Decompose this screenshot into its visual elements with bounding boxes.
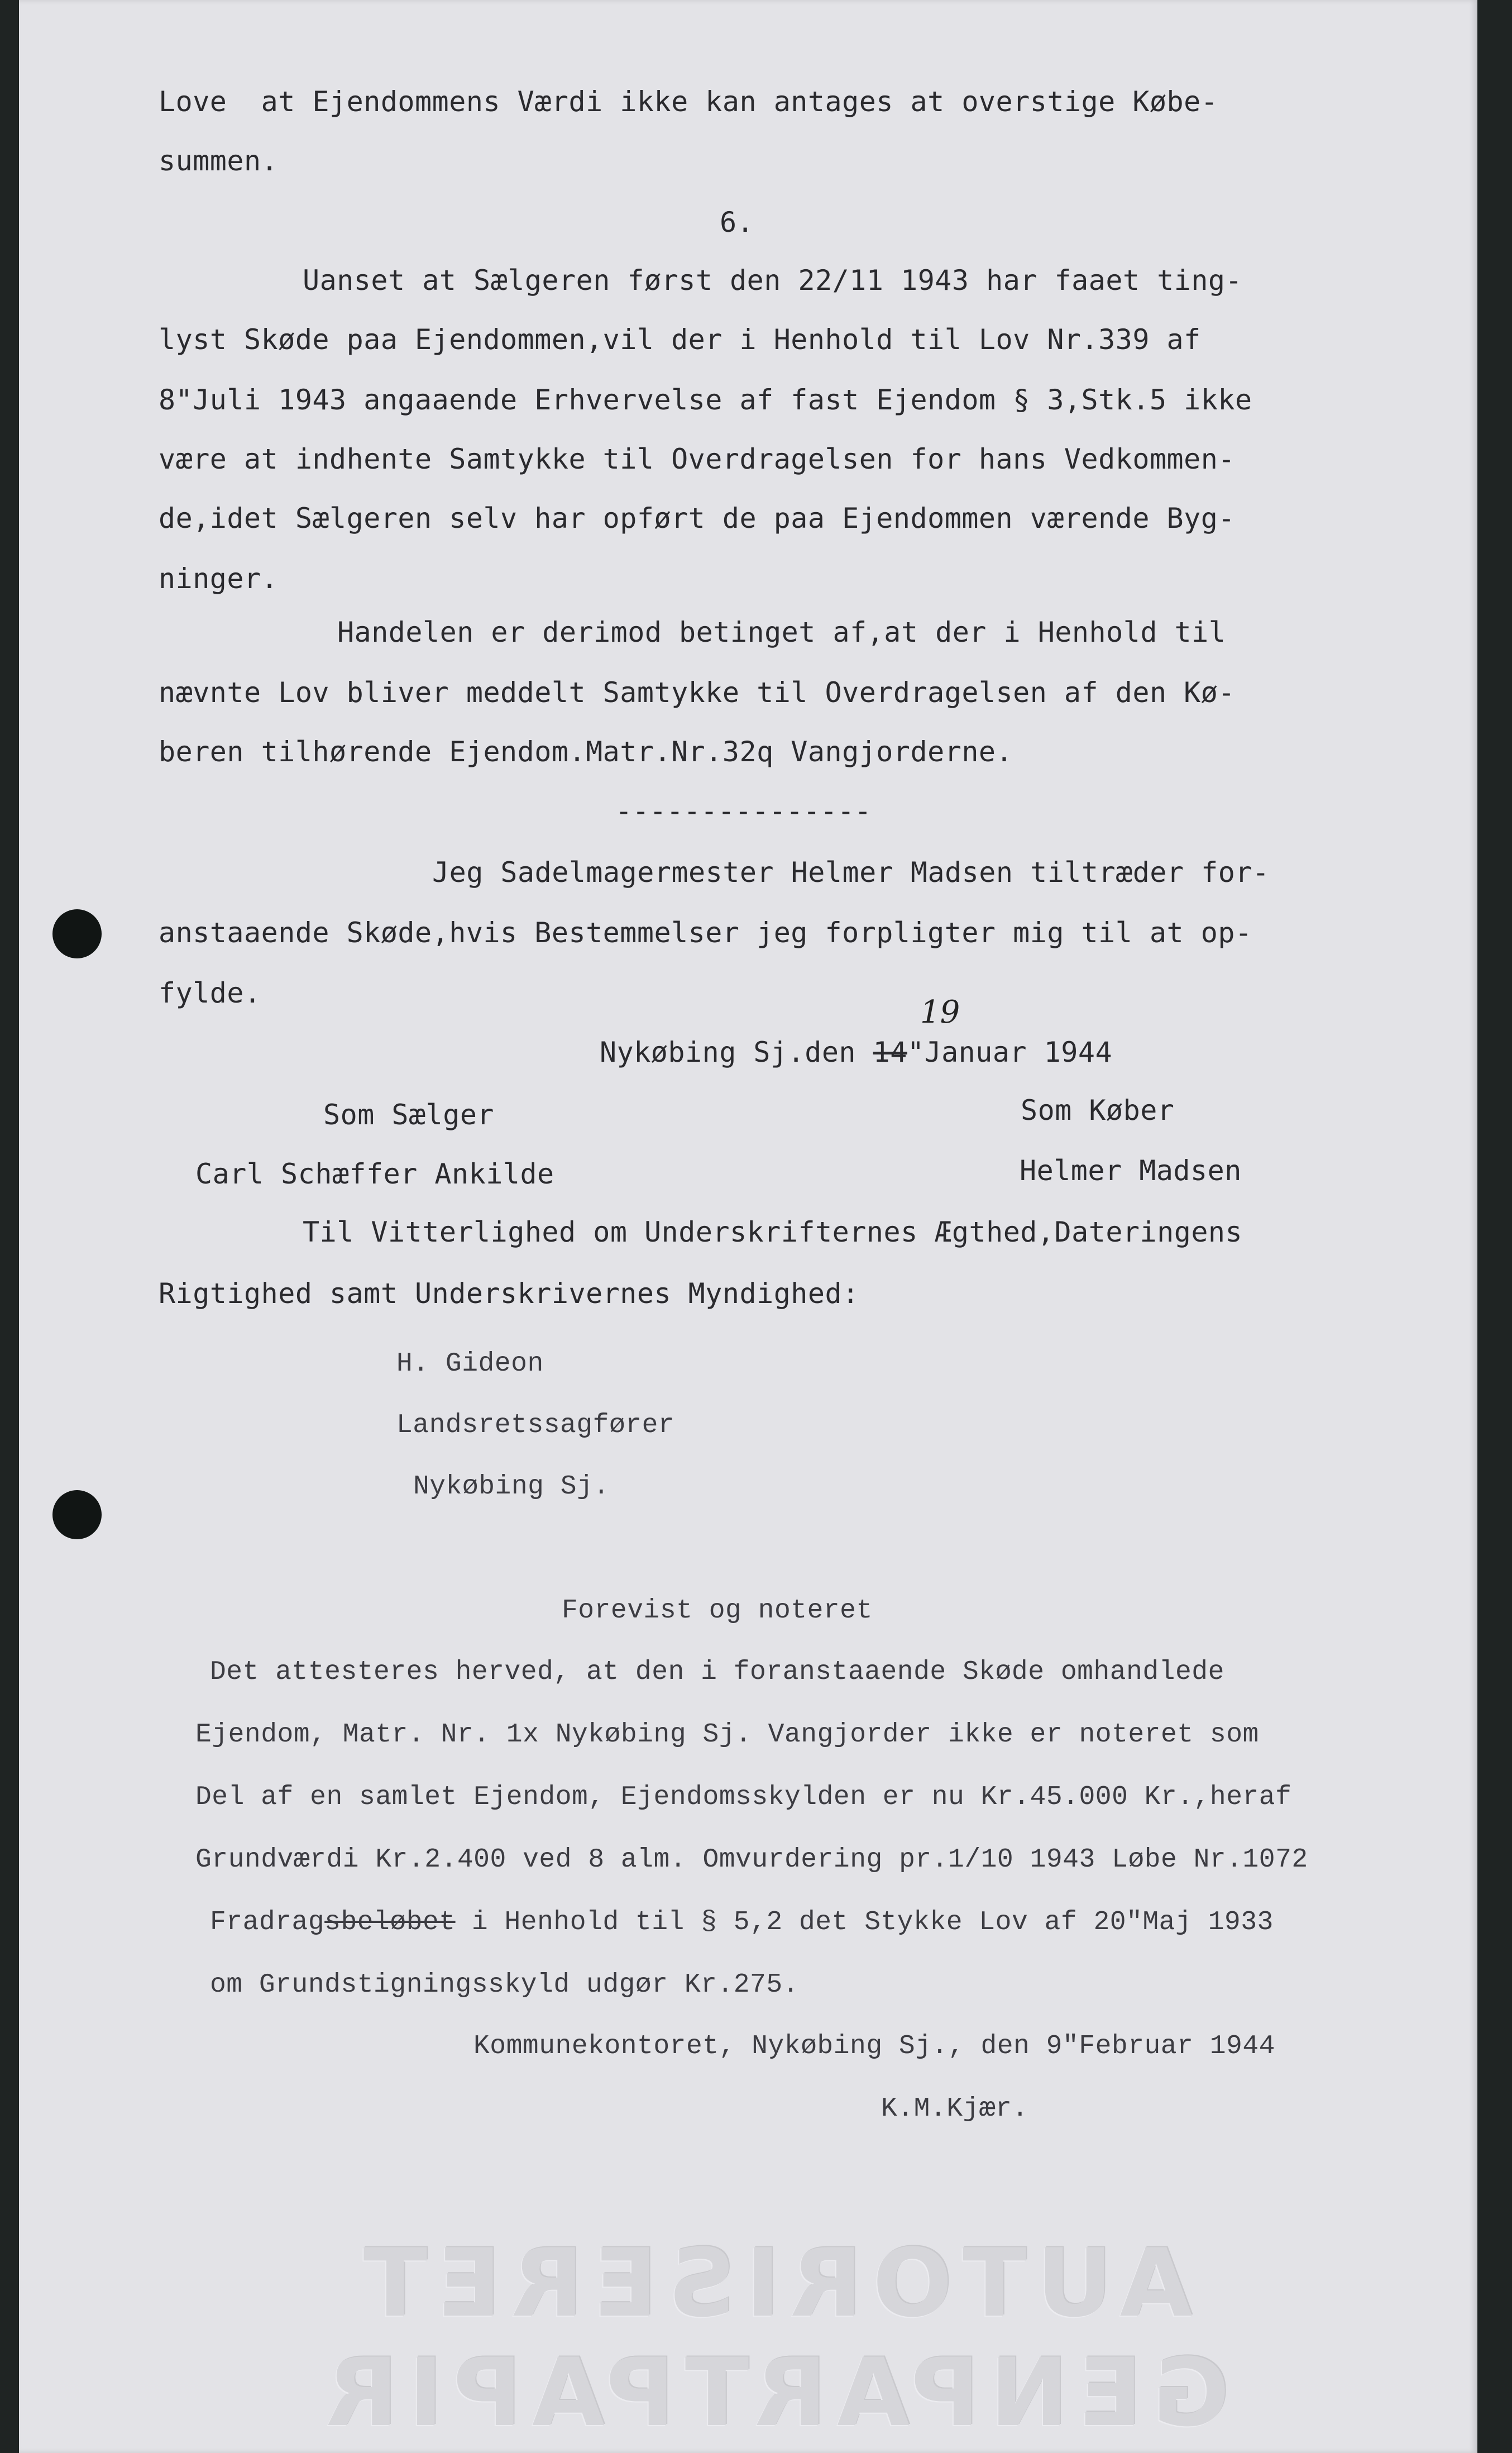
witness-name: H. Gideon	[396, 1349, 544, 1379]
buyer-name: Helmer Madsen	[1020, 1154, 1242, 1187]
text-line: Handelen er derimod betinget af,at der i Henhold til	[337, 616, 1226, 648]
watermark: AUTORISERET GENPARTPAPIR	[315, 2228, 1230, 2447]
notice-heading: Forevist og noteret	[562, 1596, 873, 1626]
text-line	[210, 1906, 1274, 1939]
text-line: Love at Ejendommens Værdi ikke kan antages at overstige Købe-	[159, 85, 1218, 118]
witness-place: Nykøbing Sj.	[413, 1472, 610, 1502]
fradrag-pre: Fradrag	[210, 1907, 325, 1937]
punch-hole-lower	[52, 1490, 102, 1539]
text-line: lyst Skøde paa Ejendommen,vil der i Henhold til Lov Nr.339 af	[159, 323, 1201, 356]
text-line: summen.	[159, 145, 279, 177]
text-line: anstaaende Skøde,hvis Bestemmelser jeg forpligter mig til at op-	[159, 917, 1252, 949]
witness-title: Landsretssagfører	[396, 1410, 675, 1440]
section-number: 6.	[720, 206, 754, 238]
notice-signer: K.M.Kjær.	[881, 2094, 1028, 2124]
fradrag-post: i Henhold til § 5,2 det Stykke Lov af 20"Maj 1933	[455, 1907, 1274, 1937]
text-line: de,idet Sælgeren selv har opført de paa Ejendommen værende Byg-	[159, 502, 1235, 534]
text-line: beren tilhørende Ejendom.Matr.Nr.32q Vangjorderne.	[159, 736, 1013, 768]
dateline	[600, 1035, 1112, 1069]
text-line: nævnte Lov bliver meddelt Samtykke til Overdragelsen af den Kø-	[159, 676, 1235, 709]
buyer-role: Som Køber	[1021, 1094, 1175, 1127]
text-line: Grundværdi Kr.2.400 ved 8 alm. Omvurdering pr.1/10 1943 Løbe Nr.1072	[195, 1845, 1308, 1875]
text-line: være at indhente Samtykke til Overdragelsen for hans Vedkommen-	[159, 443, 1235, 475]
dateline-suffix: "Januar 1944	[907, 1036, 1113, 1068]
text-line: Ejendom, Matr. Nr. 1x Nykøbing Sj. Vangjorder ikke er noteret som	[195, 1720, 1259, 1750]
text-line: 8"Juli 1943 angaaende Erhvervelse af fast Ejendom § 3,Stk.5 ikke	[159, 384, 1252, 416]
dateline-prefix: Nykøbing Sj.den	[600, 1036, 857, 1068]
seller-role: Som Sælger	[323, 1099, 495, 1131]
dateline-struck-day: 14	[873, 1036, 907, 1068]
text-line: ninger.	[159, 562, 279, 595]
handwritten-day: 19	[920, 994, 960, 1030]
notice-signoff: Kommunekontoret, Nykøbing Sj., den 9"Februar 1944	[473, 2031, 1275, 2061]
text-line: fylde.	[159, 977, 261, 1009]
separator-dashes: ---------------	[615, 795, 872, 827]
text-line: Del af en samlet Ejendom, Ejendomsskylden er nu Kr.45.000 Kr.,heraf	[195, 1782, 1292, 1812]
text-line: Til Vitterlighed om Underskrifternes Ægthed,Dateringens	[303, 1216, 1243, 1248]
text-line: om Grundstigningsskyld udgør Kr.275.	[210, 1970, 799, 2000]
text-line: Rigtighed samt Underskrivernes Myndighed:	[159, 1277, 859, 1310]
document-page	[19, 0, 1477, 2453]
text-line: Jeg Sadelmagermester Helmer Madsen tiltræder for-	[432, 856, 1270, 889]
fradrag-struck: sbeløbet	[324, 1907, 456, 1937]
text-line: Uanset at Sælgeren først den 22/11 1943 har faaet ting-	[303, 264, 1243, 297]
text-line: Det attesteres herved, at den i foranstaaende Skøde omhandlede	[210, 1657, 1224, 1687]
seller-name: Carl Schæffer Ankilde	[195, 1158, 554, 1190]
punch-hole-upper	[52, 909, 102, 958]
